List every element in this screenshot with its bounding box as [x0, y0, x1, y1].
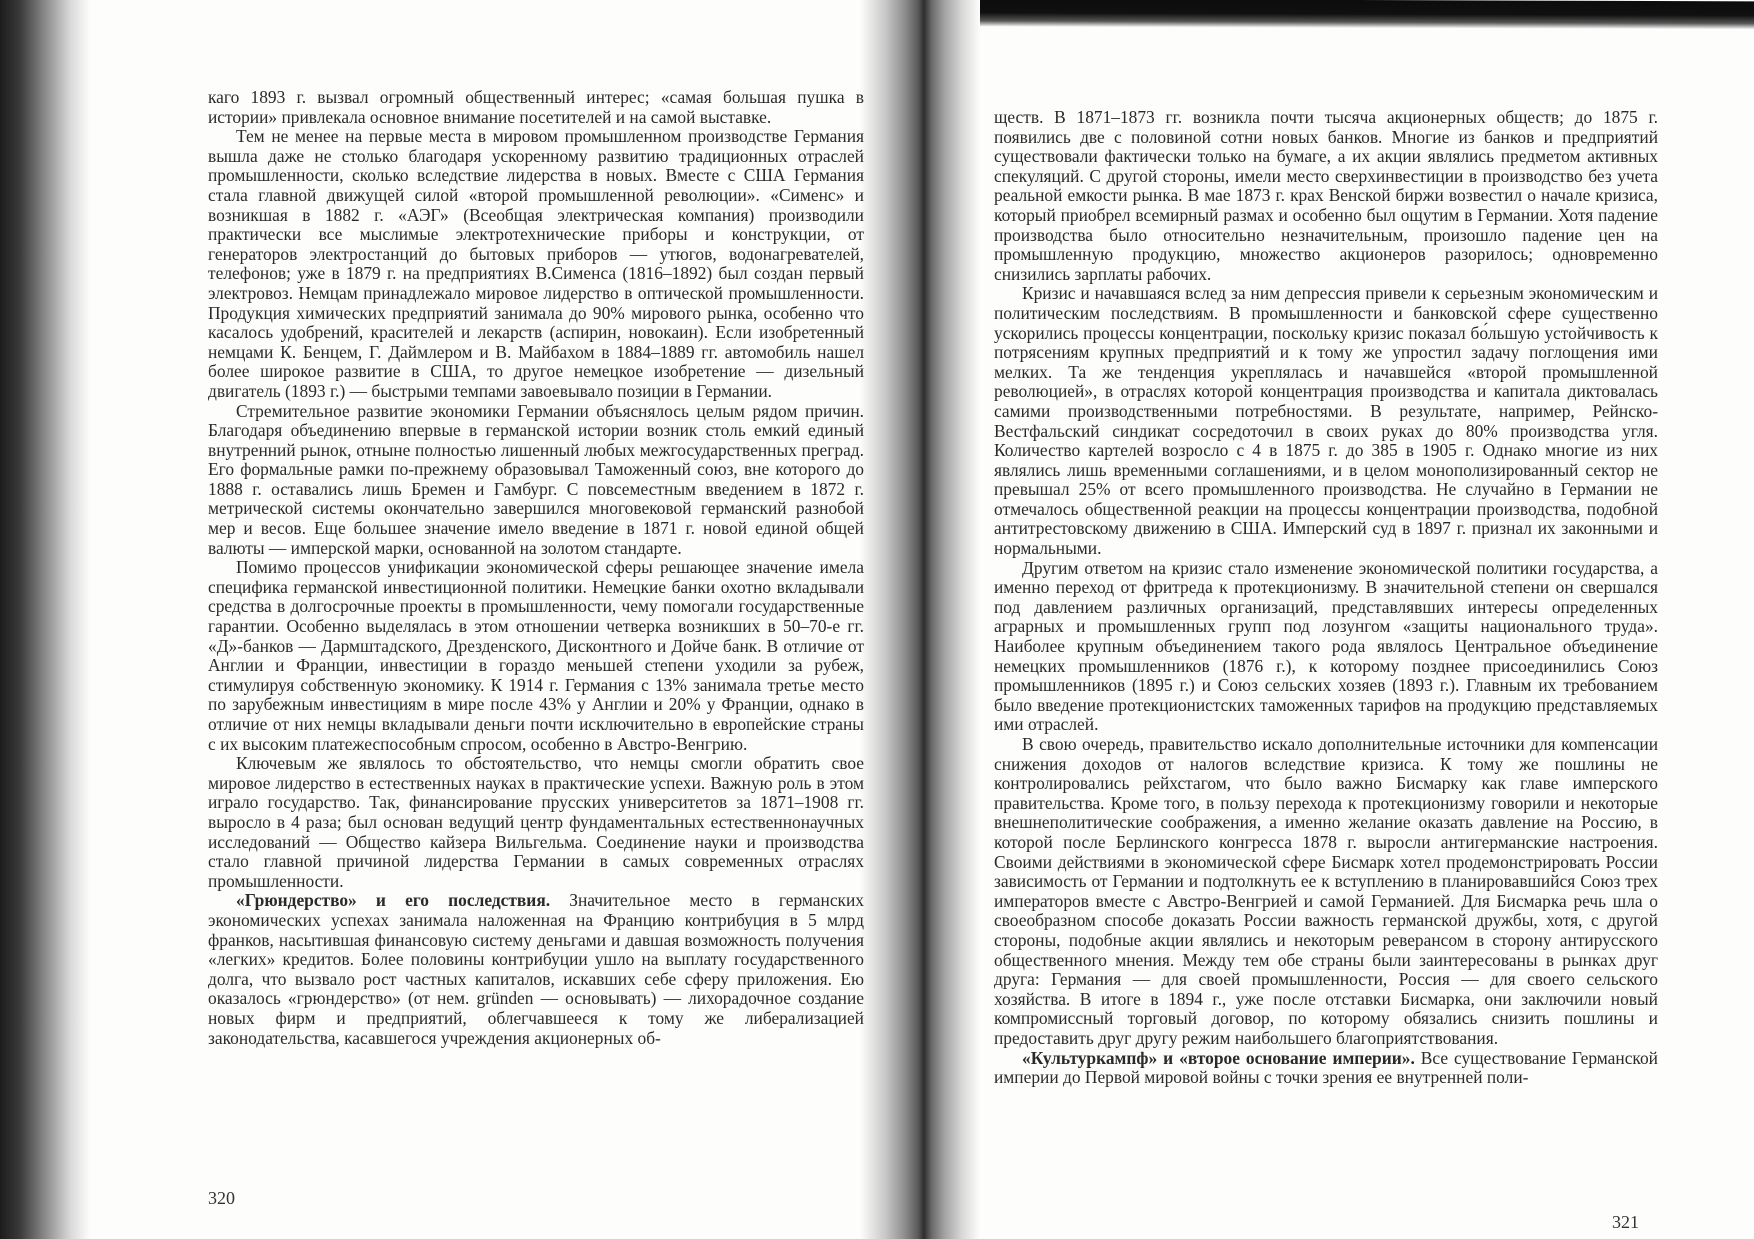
- paragraph: Другим ответом на кризис стало изменение экономической политики государства, а именно переход от фритреда к протекционизму. В значительной степени он свершался под давлением различных организаций, представлявших интересы определенных аграрных и промышленных групп под лозунгом «защиты национального труда». Наиболее крупным объединением такого рода являлось Центральное объединение немецких промышленников (1876 г.), к которому позднее присоединились Союз промышленников (1895 г.) и Союз сельских хозяев (1893 г.). Главным их требованием было введение протекционистских таможенных тарифов на продукцию представляемых ими отраслей.: [994, 557, 1658, 735]
- paragraph: Тем не менее на первые места в мировом промышленном производстве Германия вышла даже не столько благодаря ускоренному развитию традиционных отраслей промышленности, сколько вследствие лидерства в новых. Вместе с США Германия стала главной движущей силой «второй промышленной революции». «Сименс» и возникшая в 1882 г. «АЭГ» (Всеобщая электрическая компания) производили практически все мыслимые электротехнические приборы и конструкции, от генераторов электростанций до бытовых приборов — утюгов, водонагревателей, телефонов; уже в 1879 г. на предприятиях В.Сименса (1816–1892) был создан первый электровоз. Немцам принадлежало мировое лидерство в оптической промышленности. Продукция химических предприятий занимала до 90% мирового рынка, особенно что касалось удобрений, красителей и лекарств (аспирин, новокаин). Если изобретенный немцами К. Бенцем, Г. Даймлером и В. Майбахом в 1884–1889 гг. автомобиль нашел более широкое развитие в США, то другое немецкое изобретение — дизельный двигатель (1893 г.) — быстрыми темпами завоевывало позиции в Германии.: [208, 126, 864, 401]
- right-page-text: [994, 108, 1658, 1088]
- paragraph: «Культуркампф» и «второе основание империи». Все существование Германской империи до Первой мировой войны с точки зрения ее внутренней поли-: [994, 1047, 1658, 1088]
- scanner-edge-top: [960, 0, 1754, 29]
- paragraph: Помимо процессов унификации экономической сферы решающее значение имела специфика германской инвестиционной политики. Немецкие банки охотно вкладывали средства в долгосрочные проекты в промышленности, чему помогали государственные гарантии. Особенно выделялась в этом отношении четверка возникших в 50–70-е гг. «Д»-банков — Дармштадского, Дрезденского, Дисконтного и Дойче банк. В отличие от Англии и Франции, инвестиции в гораздо меньшей степени уходили за рубеж, стимулируя собственную экономику. К 1914 г. Германия с 13% занимала третье место по зарубежным инвестициям в мире после 43% у Англии и 20% у Франции, однако в отличие от них немцы вкладывали деньги почти исключительно в европейские страны с их высоким платежеспособным спросом, особенно в Австро-Венгрию.: [208, 557, 864, 754]
- paragraph: В свою очередь, правительство искало дополнительные источники для компенсации снижения доходов от налогов вследствие кризиса. К тому же пошлины не контролировались рейхстагом, что было важно Бисмарку как главе имперского правительства. Кроме того, в пользу перехода к протекционизму говорили и некоторые внешнеполитические соображения, а именно желание оказать давление на Россию, в которой после Берлинского конгресса 1878 г. выросли антигерманские настроения. Своими действиями в экономической сфере Бисмарк хотел продемонстрировать России зависимость от Германии и подтолкнуть ее к вступлению в планировавшийся Союз трех императоров вместе с Австро-Венгрией и самой Германией. Для Бисмарка речь шла о своеобразном способе доказать России важность германской дружбы, хотя, с другой стороны, подобные акции являлись и некоторым реверансом в сторону антирусского общественного мнения. Между тем обе страны были заинтересованы в рынках друг друга: Германия — для своей промышленности, Россия — для своего сельского хозяйства. В итоге в 1894 г., уже после отставки Бисмарка, они заключили новый компромиссный торговый договор, по которому обязались снизить пошлины и предоставить друг другу режим наибольшего благоприятствования.: [994, 734, 1658, 1048]
- book-gutter: [860, 0, 980, 1239]
- scanner-edge-left: [0, 0, 90, 1239]
- left-page-text: [208, 88, 864, 1048]
- paragraph: Кризис и начавшаяся вслед за ним депрессия привели к серьезным экономическим и политическим последствиям. В промышленности и банковской сфере существенно ускорились процессы концентрации, поскольку кризис показал бо́льшую устойчивость к потрясениям крупных предприятий и к тому же упростил задачу поглощения ими мелких. Та же тенденция укреплялась и начавшейся «второй промышленной революцией», в отраслях которой концентрация производства и капитала диктовалась самими производственными потребностями. В результате, например, Рейнско-Вестфальский синдикат сосредоточил в своих руках до 80% производства угля. Количество картелей возросло с 4 в 1875 г. до 385 в 1905 г. Однако многие из них являлись лишь временными соглашениями, и в целом монополизированный сектор не превышал 25% от всего промышленного производства. Не случайно в Германии не отмечалось общественной реакции на процессы концентрации производства, подобной антитрестовскому движению в США. Имперский суд в 1897 г. признал их законными и нормальными.: [994, 283, 1658, 559]
- page-number-left: 320: [208, 1188, 235, 1208]
- page-number-right: 321: [1612, 1212, 1639, 1232]
- section-run-in-heading: «Культуркампф» и «второе основание империи».: [1022, 1047, 1415, 1068]
- paragraph: ществ. В 1871–1873 гг. возникла почти тысяча акционерных обществ; до 1875 г. появились две с половиной сотни новых банков. Многие из банков и предприятий существовали фактически только на бумаге, а их акции являлись предметом активных спекуляций. С другой стороны, имели место сверхинвестиции в производство без учета реальной емкости рынка. В мае 1873 г. крах Венской биржи возвестил о начале кризиса, который приобрел всемирный размах и особенно был ощутим в Германии. Хотя падение производства было относительно незначительным, произошло падение цен на промышленную продукцию, множество акционеров разорилось; одновременно снизились зарплаты рабочих.: [994, 107, 1658, 284]
- paragraph: каго 1893 г. вызвал огромный общественный интерес; «самая большая пушка в истории» привлекала основное внимание посетителей и на самой выставке.: [208, 87, 864, 127]
- paragraph: Ключевым же являлось то обстоятельство, что немцы смогли обратить свое мировое лидерство в естественных науках в практические успехи. Важную роль в этом играло государство. Так, финансирование прусских университетов за 1871–1908 гг. выросло в 4 раза; был основан ведущий центр фундаментальных естественнонаучных исследований — Общество кайзера Вильгельма. Соединение науки и производства стало главной причиной лидерства Германии в самых современных отраслях промышленности.: [208, 753, 864, 891]
- paragraph: Стремительное развитие экономики Германии объяснялось целым рядом причин. Благодаря объединению впервые в германской истории возник столь емкий единый внутренний рынок, отныне полностью лишенный любых межгосударственных преград. Его формальные рамки по-прежнему образовывал Таможенный союз, вне которого до 1888 г. оставались лишь Бремен и Гамбург. С повсеместным введением в 1872 г. метрической системы окончательно завершился многовековой германский разнобой мер и весов. Еще большее значение имело введение в 1871 г. новой единой общей валюты — имперской марки, основанной на золотом стандарте.: [208, 400, 864, 558]
- section-run-in-heading: «Грюндерство» и его последствия.: [236, 890, 551, 911]
- paragraph: «Грюндерство» и его последствия. Значительное место в германских экономических успехах занимала наложенная на Францию контрибуция в 5 млрд франков, насытившая финансовую систему деньгами и давшая возможность получения «легких» кредитов. Более половины контрибуции ушло на выплату государственного долга, что вызвало рост частных капиталов, искавших себе сферу приложения. Ею оказалось «грюндерство» (от нем. gründen — основывать) — лихорадочное создание новых фирм и предприятий, облегчавшееся к тому же либерализацией законодательства, касавшегося учреждения акционерных об-: [208, 890, 864, 1048]
